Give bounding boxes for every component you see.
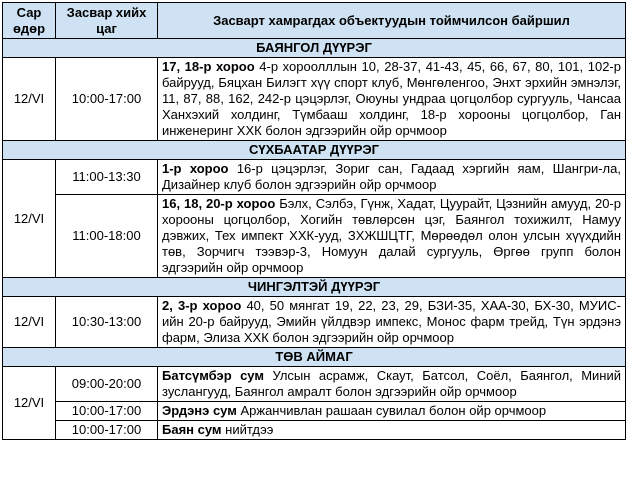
time-cell: 11:00-13:30 bbox=[56, 160, 158, 195]
location-cell bbox=[158, 58, 626, 141]
section-row bbox=[3, 39, 626, 58]
location-cell bbox=[158, 421, 626, 440]
header-repair-time: Засвар хийх цаг bbox=[56, 3, 158, 39]
area-label: Батсүмбэр сум bbox=[162, 368, 264, 383]
time-cell: 10:00-17:00 bbox=[56, 402, 158, 421]
header-location: Засварт хамрагдах объектуудын тоймчилсон байршил bbox=[158, 3, 626, 39]
location-text: нийтдээ bbox=[225, 422, 274, 437]
location-cell bbox=[158, 402, 626, 421]
table-row bbox=[3, 160, 626, 195]
time-cell: 10:30-13:00 bbox=[56, 297, 158, 348]
area-label: 1-р хороо bbox=[162, 161, 229, 176]
area-label: 17, 18-р хороо bbox=[162, 59, 255, 74]
location-text: 40, 50 мянгат 19, 22, 23, 29, БЗИ-35, ХАА-30, БХ-30, МУИС-ийн 20-р байрууд, Эмийн үйлдвэр импекс, Монос фарм трейд, Түн эрдэнэ фарм, Элиза ХХК болон эдгээрийн ойр орчмоор bbox=[162, 298, 621, 345]
section-title-bayangol: БАЯНГОЛ ДҮҮРЭГ bbox=[3, 39, 626, 58]
section-row bbox=[3, 141, 626, 160]
area-label: Баян сум bbox=[162, 422, 222, 437]
location-cell bbox=[158, 367, 626, 402]
header-month-day: Сар өдөр bbox=[3, 3, 56, 39]
table-row bbox=[3, 58, 626, 141]
section-title-tuv-aimag: ТӨВ АЙМАГ bbox=[3, 348, 626, 367]
date-cell: 12/VI bbox=[3, 297, 56, 348]
location-cell bbox=[158, 297, 626, 348]
table-row bbox=[3, 367, 626, 402]
area-label: Эрдэнэ сум bbox=[162, 403, 237, 418]
table-row bbox=[3, 297, 626, 348]
location-text: 16-р цэцэрлэг, Зориг сан, Гадаад хэргийн яам, Шангри-ла, Дизайнер клуб болон эдгээрийн ойр орчмоор bbox=[162, 161, 621, 192]
section-row bbox=[3, 278, 626, 297]
header-row bbox=[3, 3, 626, 39]
section-row bbox=[3, 348, 626, 367]
date-cell: 12/VI bbox=[3, 58, 56, 141]
location-text: Бэлх, Сэлбэ, Гүнж, Хадат, Цуурайт, Цэзнийн амууд, 20-р хорооны цогцолбор, Хогийн төвлөрсөн цэг, Баянгол тохижилт, Намуу дэвжих, Тех импект ХХК-ууд, ЗХЖШЦТГ, Мөрөөдөл олон улсын хүүхдийн төв, Зорчигч тээвэр-3, Номуун далай сургууль, Өргөө групп болон эдгээрийн ойр орчмоор bbox=[162, 196, 621, 275]
table-row bbox=[3, 421, 626, 440]
section-title-chingeltei: ЧИНГЭЛТЭЙ ДҮҮРЭГ bbox=[3, 278, 626, 297]
location-text: Улсын асрамж, Скаут, Батсол, Соёл, Баянгол, Миний зуслангууд, Баянгол амралт болон эдгээрийн ойр орчмоор bbox=[162, 368, 621, 399]
location-text: Аржанчивлан рашаан сувилал болон ойр орчмоор bbox=[240, 403, 547, 418]
time-cell: 10:00-17:00 bbox=[56, 58, 158, 141]
outage-schedule-table bbox=[2, 2, 626, 440]
location-cell bbox=[158, 195, 626, 278]
table-row bbox=[3, 402, 626, 421]
area-label: 16, 18, 20-р хороо bbox=[162, 196, 276, 211]
date-cell: 12/VI bbox=[3, 160, 56, 278]
area-label: 2, 3-р хороо bbox=[162, 298, 242, 313]
time-cell: 10:00-17:00 bbox=[56, 421, 158, 440]
time-cell: 11:00-18:00 bbox=[56, 195, 158, 278]
date-cell: 12/VI bbox=[3, 367, 56, 440]
table-row bbox=[3, 195, 626, 278]
location-text: 4-р хороолллын 10, 28-37, 41-43, 45, 66, 67, 80, 101, 102-р байрууд, Бяцхан Билэгт хүү спорт клуб, Мөнгөленгоо, Энхт эрхийн эмнэлэг, 11, 87, 88, 162, 242-р цэцэрлэг, Оюуны ундраа цогцолбор сургууль, Чансаа Ханхэхий холдинг, Түмбааш холдинг, 18-р хорооны цогцолбор, Ган инженеринг ХХК болон эдгээрийн ойр орчмоор bbox=[162, 59, 621, 138]
location-cell bbox=[158, 160, 626, 195]
section-title-sukhbaatar: СҮХБААТАР ДҮҮРЭГ bbox=[3, 141, 626, 160]
time-cell: 09:00-20:00 bbox=[56, 367, 158, 402]
